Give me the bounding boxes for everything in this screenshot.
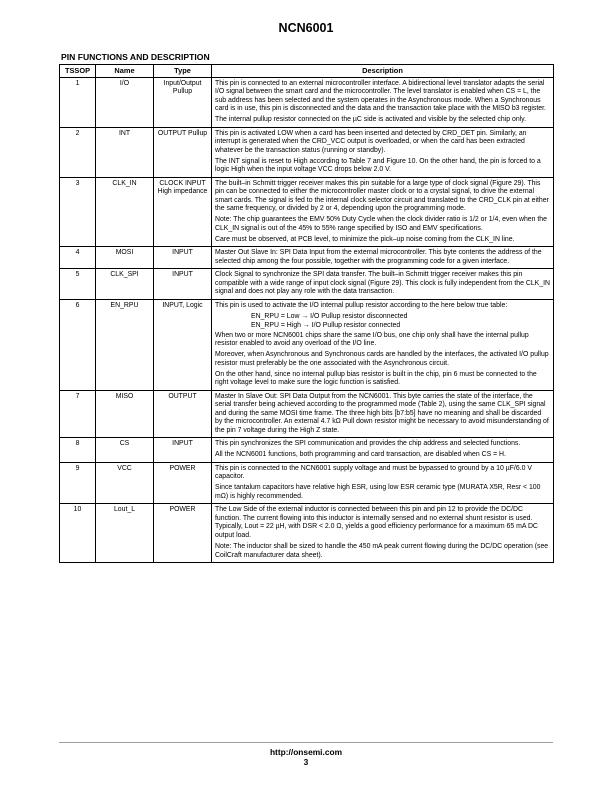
table-header-row bbox=[60, 65, 554, 78]
description-paragraph: Moreover, when Asynchronous and Synchronous cards are handled by the interfaces, the activated I/O pullup resistor must preferably be the one associated with the Asynchronous circuit. bbox=[215, 351, 549, 367]
column-header: TSSOP bbox=[60, 65, 96, 78]
pin-type: OUTPUT Pullup bbox=[154, 127, 212, 177]
pin-number: 6 bbox=[60, 299, 96, 390]
pin-number: 5 bbox=[60, 269, 96, 300]
pin-description bbox=[212, 247, 554, 269]
pin-type: Input/Output Pullup bbox=[154, 77, 212, 127]
table-row bbox=[60, 269, 554, 300]
pin-number: 1 bbox=[60, 77, 96, 127]
description-paragraph: This pin is connected to the NCN6001 supply voltage and must be bypassed to ground by a 10 µF/6.0 V capacitor. bbox=[215, 464, 532, 481]
pin-number: 4 bbox=[60, 247, 96, 269]
description-paragraph: Note: The chip guarantees the EMV 50% Duty Cycle when the clock divider ratio is 1/2 or 1/4, even when the CLK_IN signal is out of the 45% to 55% range specified by ISO and EMV specifications. bbox=[215, 216, 547, 232]
description-paragraph: Clock Signal to synchronize the SPI data transfer. The built–in Schmitt trigger receiver makes this pin compatible with a wide range of input clock signal (Figure 29). This clock is fully independent from the CLK_IN signal and does not play any role with the data transaction. bbox=[215, 271, 550, 296]
pin-type: POWER bbox=[154, 462, 212, 504]
table-row bbox=[60, 390, 554, 438]
pin-name: CLK_SPI bbox=[96, 269, 154, 300]
pin-name: I/O bbox=[96, 77, 154, 127]
column-header: Type bbox=[154, 65, 212, 78]
pin-description bbox=[212, 77, 554, 127]
pin-type: INPUT bbox=[154, 247, 212, 269]
description-paragraph: The internal pullup resistor connected on the µC side is activated and visible by the selected chip only. bbox=[215, 116, 527, 124]
description-paragraph: This pin is activated LOW when a card has been inserted and detected by CRD_DET pin. Similarly, an interrupt is generated when the CRD_VCC output is overloaded, or when the card has been extracted whatever be the transaction status (running or standby). bbox=[215, 129, 527, 154]
footer-divider bbox=[59, 742, 553, 743]
pin-type: INPUT bbox=[154, 438, 212, 463]
table-row bbox=[60, 77, 554, 127]
pin-number: 9 bbox=[60, 462, 96, 504]
pin-description bbox=[212, 299, 554, 390]
description-paragraph: Master In Slave Out: SPI Data Output from the NCN6001. This byte carries the state of the interface, the serial transfer being achieved according to the programmed mode (Table 2), using the same CLK_SPI signal and during the same MOSI time frame. The three high bits [b7:b5] have no meaning and shall be discarded by the microcontroller. An external 4.7 kΩ Pull down resistor might be necessary to avoid misunderstanding of the pin 7 voltage during the High Z state. bbox=[215, 392, 549, 434]
description-paragraph: Since tantalum capacitors have relative high ESR, using low ESR ceramic type (MURATA X5R, Resr < 100 mΩ) is highly recommended. bbox=[215, 484, 541, 500]
column-header: Name bbox=[96, 65, 154, 78]
pin-number: 2 bbox=[60, 127, 96, 177]
pin-description bbox=[212, 177, 554, 247]
description-paragraph: Master Out Slave In: SPI Data Input from the external microcontroller. This byte contents the address of the selected chip among the four possible, together with the programming code for a given interface. bbox=[215, 249, 542, 265]
pin-name: Lout_L bbox=[96, 504, 154, 563]
table-row bbox=[60, 462, 554, 504]
table-row bbox=[60, 177, 554, 247]
pin-functions-table bbox=[59, 64, 554, 563]
table-row bbox=[60, 127, 554, 177]
table-row bbox=[60, 299, 554, 390]
pin-type: INPUT bbox=[154, 269, 212, 300]
description-paragraph: This pin is used to activate the I/O internal pullup resistor according to the here below true table: bbox=[215, 301, 508, 309]
table-row bbox=[60, 438, 554, 463]
pin-description bbox=[212, 390, 554, 438]
description-paragraph: This pin is connected to an external microcontroller interface. A bidirectional level translator adapts the serial I/O signal between the smart card and the microcontroller. The level translator is enabled when CS = L, the sub address has been selected and the system operates in the Asynchronous mode. When a Synchronous card is in use, this pin is disconnected and the data and the transaction take place with the MISO b3 register. bbox=[215, 79, 546, 112]
pin-type: CLOCK INPUT High impedance bbox=[154, 177, 212, 247]
table-row bbox=[60, 504, 554, 563]
pin-description bbox=[212, 438, 554, 463]
pin-description bbox=[212, 504, 554, 563]
page-number: 3 bbox=[303, 757, 309, 767]
table-row bbox=[60, 247, 554, 269]
description-paragraph: The Low Side of the external inductor is connected between this pin and pin 12 to provide the DC/DC function. The current flowing into this inductor is internally sensed and no external shunt resistor is used. Typically, Lout = 22 µH, with DSR < 2.0 Ω, yields a good efficiency performance for a maximum 65 mA DC output load. bbox=[215, 506, 538, 539]
document-title: NCN6001 bbox=[278, 21, 334, 35]
column-header: Description bbox=[212, 65, 554, 78]
pin-name: INT bbox=[96, 127, 154, 177]
description-paragraph: On the other hand, since no internal pullup bias resistor is built in the chip, pin 6 must be connected to the right voltage level to make sure the logic function is satisfied. bbox=[215, 370, 537, 387]
pin-type: OUTPUT bbox=[154, 390, 212, 438]
pin-number: 10 bbox=[60, 504, 96, 563]
pin-type: POWER bbox=[154, 504, 212, 563]
pin-description bbox=[212, 462, 554, 504]
truth-table-line: EN_RPU = High → I/O Pullup resistor connected bbox=[251, 322, 401, 330]
pin-name: MISO bbox=[96, 390, 154, 438]
truth-table-line: EN_RPU = Low → I/O Pullup resistor disconnected bbox=[251, 312, 408, 320]
description-paragraph: All the NCN6001 functions, both programming and card transaction, are disabled when CS = H. bbox=[215, 451, 506, 459]
description-paragraph: The built–in Schmitt trigger receiver makes this pin suitable for a large type of clock signal (Figure 29). This pin can be connected to either the microcontroller master clock or to a crystal signal, to drive the external smart cards. The signal is fed to the internal clock selector circuit and translated to the CRD_CLK pin at either the same frequency, or divided by 2 or 4, depending upon the programming mode. bbox=[215, 179, 549, 213]
pin-name: CS bbox=[96, 438, 154, 463]
pin-name: VCC bbox=[96, 462, 154, 504]
description-paragraph: When two or more NCN6001 chips share the same I/O bus, one chip only shall have the internal pullup resistor enabled to avoid any overload of the I/O line. bbox=[215, 331, 529, 348]
description-paragraph: The INT signal is reset to High according to Table 7 and Figure 10. On the other hand, the pin is forced to a logic High when the input voltage VCC drops below 2.0 V. bbox=[215, 157, 541, 174]
pin-type: INPUT, Logic bbox=[154, 299, 212, 390]
description-paragraph: Note: The inductor shall be sized to handle the 450 mA peak current flowing during the DC/DC operation (see CoilCraft manufacturer data sheet). bbox=[215, 543, 549, 559]
section-title: PIN FUNCTIONS AND DESCRIPTION bbox=[61, 52, 210, 62]
pin-number: 7 bbox=[60, 390, 96, 438]
pin-name: CLK_IN bbox=[96, 177, 154, 247]
pin-name: EN_RPU bbox=[96, 299, 154, 390]
description-paragraph: This pin synchronizes the SPI communication and provides the chip address and selected functions. bbox=[215, 440, 521, 448]
pin-number: 8 bbox=[60, 438, 96, 463]
pin-description bbox=[212, 127, 554, 177]
pin-name: MOSI bbox=[96, 247, 154, 269]
pin-number: 3 bbox=[60, 177, 96, 247]
description-paragraph: Care must be observed, at PCB level, to minimize the pick–up noise coming from the CLK_IN line. bbox=[215, 235, 515, 243]
pin-description bbox=[212, 269, 554, 300]
footer-url-link[interactable]: http://onsemi.com bbox=[269, 747, 343, 757]
